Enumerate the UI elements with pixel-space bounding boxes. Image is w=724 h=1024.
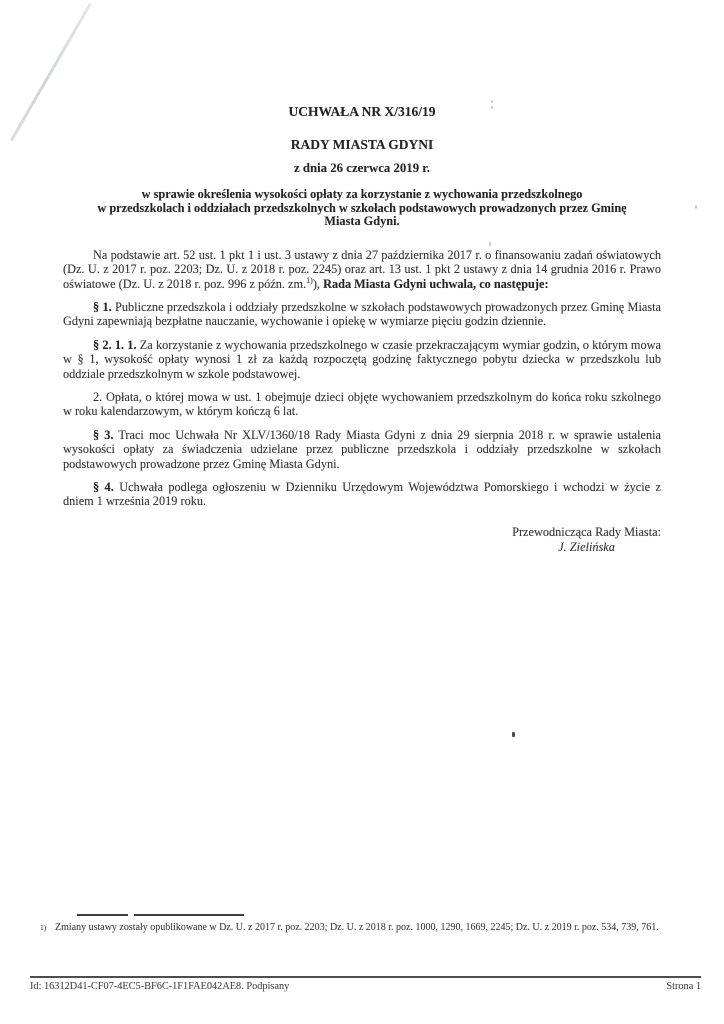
signature-title: Przewodnicząca Rady Miasta:	[512, 524, 661, 539]
scan-speck	[695, 205, 697, 209]
section-label: § 1.	[93, 300, 112, 314]
section-paragraph-1	[63, 300, 661, 329]
enacting-clause: Rada Miasta Gdyni uchwala, co następuje:	[323, 276, 549, 291]
signature-block	[63, 525, 661, 555]
section-text: Publiczne przedszkola i oddziały przedszkolne w szkołach podstawowych prowadzonych przez Gminę Miasta Gdyni zapewniają bezpłatne nauczanie, wychowanie i opiekę w wymiarze pięciu godzin dziennie.	[63, 300, 662, 329]
subject-heading	[63, 188, 661, 229]
section-paragraph-3	[63, 428, 661, 471]
footer-rule	[30, 976, 701, 978]
footnote-marker: 1)	[40, 923, 47, 932]
signature-name: J. Zielińska	[558, 539, 615, 554]
section-text: Traci moc Uchwała Nr XLV/1360/18 Rady Miasta Gdyni z dnia 29 sierpnia 2018 r. w sprawie ustalenia wysokości opłaty za świadczenia udzielane przez publiczne przedszkola i oddziały przedszkolne w szkołach podstawowych prowadzone przez Gminę Miasta Gdyni.	[63, 427, 661, 471]
section-label: § 3.	[93, 427, 114, 442]
legal-basis-text: Na podstawie art. 52 ust. 1 pkt 1 i ust. 3 ustawy z dnia 27 października 2017 r. o finansowaniu zadań oświatowych (Dz. U. z 2017 r. poz. 2203; Dz. U. z 2018 r. poz. 2245) oraz art. 13 ust. 1 pkt 2 ustawy z dnia 14 grudnia 2016 r. Prawo oświatowe (Dz. U. z 2018 r. poz. 996 z późn. zm.	[63, 247, 661, 291]
subject-line: w przedszkolach i oddziałach przedszkolnych w szkołach podstawowych prowadzonych przez Gminę	[97, 200, 627, 215]
footnote-separator	[77, 914, 128, 916]
section-text: 2. Opłata, o której mowa w ust. 1 obejmuje dzieci objęte wychowaniem przedszkolnym do końca roku szkolnego w roku kalendarzowym, w którym kończą 6 lat.	[63, 390, 661, 419]
section-text: Uchwała podlega ogłoszeniu w Dzienniku Urzędowym Województwa Pomorskiego i wchodzi w życie z dniem 1 września 2019 roku.	[63, 480, 662, 509]
section-label: § 4.	[93, 480, 114, 495]
section-label: § 2. 1. 1.	[93, 337, 137, 352]
document-body	[63, 0, 661, 555]
section-paragraph-2	[63, 338, 661, 381]
footnote-reference: 1)	[306, 275, 313, 285]
resolution-number: UCHWAŁA NR X/316/19	[288, 104, 436, 119]
authority-name: RADY MIASTA GDYNI	[290, 137, 434, 152]
section-paragraph-2-ust-2	[63, 390, 661, 419]
subject-line: w sprawie określenia wysokości opłaty za korzystanie z wychowania przedszkolnego	[141, 187, 583, 201]
legal-basis-text-tail: ),	[312, 276, 324, 291]
section-text: Za korzystanie z wychowania przedszkolnego w czasie przekraczającym wymiar godzin, o którym mowa w § 1, wysokość opłaty wynosi 1 zł za każdą rozpoczętą godzinę faktycznego pobytu dziecka w przedszkolu lub oddziale przedszkolnym w szkole podstawowej.	[63, 337, 661, 381]
legal-basis-paragraph	[63, 248, 661, 291]
footnote-separator	[134, 914, 244, 916]
page-number: Strona 1	[666, 981, 701, 992]
footnote-text: Zmiany ustawy zostały opublikowane w Dz. U. z 2017 r. poz. 2203; Dz. U. z 2018 r. poz. 1000, 1290, 1669, 2245; Dz. U. z 2019 r. poz. 534, 739, 761.	[55, 922, 659, 933]
footnote	[40, 921, 692, 934]
date-line: z dnia 26 czerwca 2019 r.	[294, 161, 430, 175]
scan-speck	[512, 732, 515, 737]
subject-line: Miasta Gdyni.	[324, 214, 400, 229]
document-id: Id: 16312D41-CF07-4EC5-BF6C-1F1FAE042AE8. Podpisany	[30, 981, 290, 992]
page-footer	[30, 981, 701, 992]
section-paragraph-4	[63, 480, 661, 509]
